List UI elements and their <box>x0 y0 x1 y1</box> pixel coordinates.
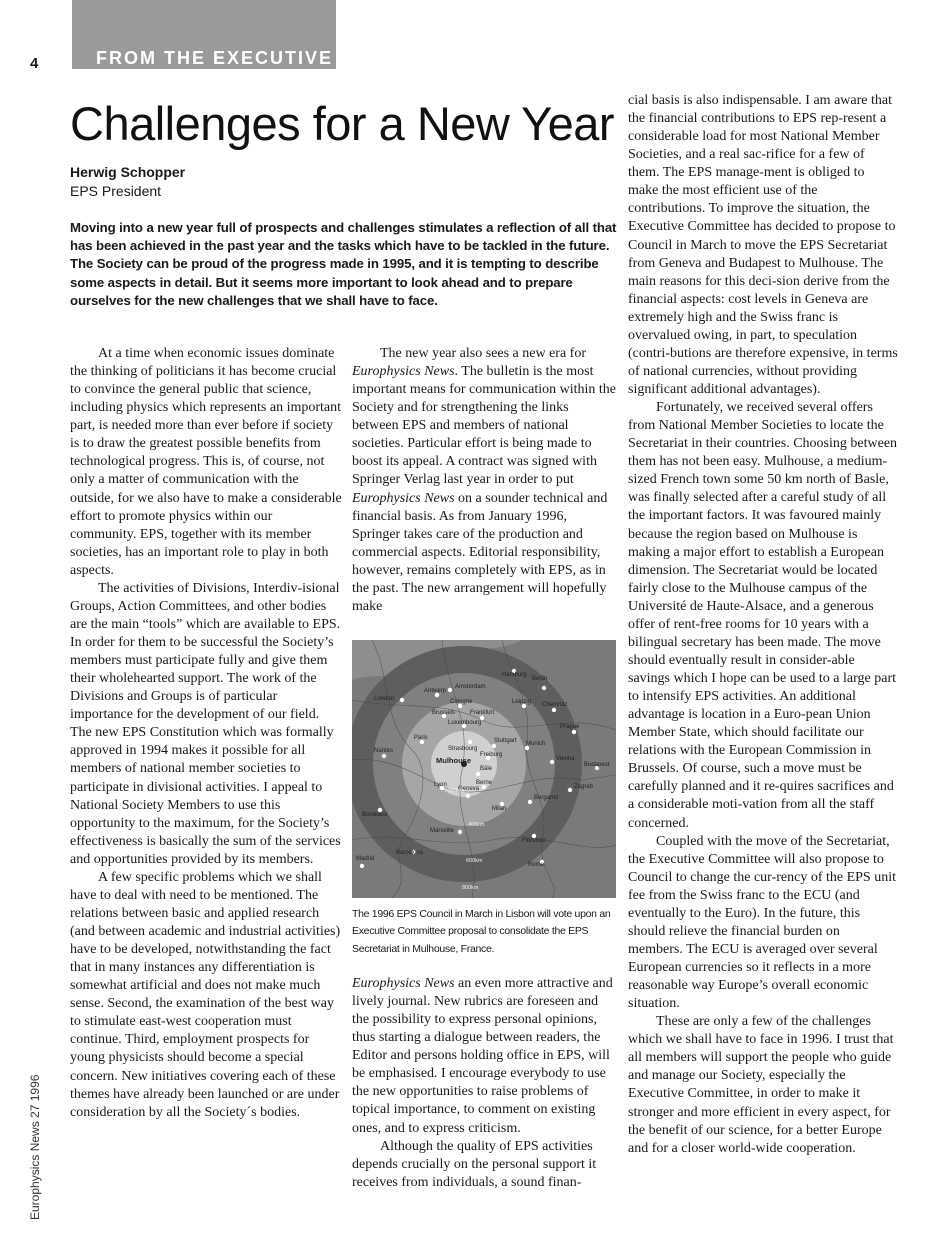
paragraph: Fortunately, we received several offers from National Member Societies to locate the Secretariat in their countries. Choosing between them has not been easy. Mulhouse, a medium-sized French town some 50 km north of Basle, was finally selected after a careful study of all the important factors. It was favoured mainly because the region based on Mulhouse is making a major effort to establish a European dimension. The Secretariat would be located fairly close to the Mulhouse campus of the Université de Haute-Alsace, and a generous offer of rent-free rooms for 10 years with a bilingual secretary has been made. The move should eventually result in consider-able savings which I hope can be used to a large part to intensify EPS activities. An additional advantage is location in a Euro-pean Union Member State, which should facilitate our relations with the European Commission in Brussels. Of course, such a move must be carefully planned and it re-quires sacrifices and a considerable moti-vation from all the staff concerned. <box>628 400 898 831</box>
city-label: Madrid <box>356 856 375 862</box>
paragraph: A few specific problems which we shall have to deal with need to be mentioned. The relations between basic and applied research (and between academic and industrial activities) have to be developed, notwithstanding the fact that in many instances any differentiation is somewhat artificial and does not make much sense. Second, the examination of the best way to stimulate east-west cooperation must continue. Third, employment prospects for young physicists should become a special concern. New initiatives covering each of these themes have already been launched or are under consideration by all the Society´s bodies. <box>70 869 341 1120</box>
distance-ring-label: 400km <box>468 822 485 828</box>
city-label: Leipzig <box>512 699 532 705</box>
city-label: Nantes <box>374 748 394 754</box>
city-label: Bordeaux <box>362 812 388 818</box>
paragraph: These are only a few of the challenges which we shall have to face in 1996. I trust that all members will support the people who guide and manage our Society, especially the Executive Committee, in order to make it stronger and more efficient in every aspect, for the benefit of our science, for a better Europe and for a closer world-wide cooperation. <box>628 1014 894 1156</box>
centre-city-label: Mulhouse <box>436 756 471 765</box>
city-label: Barcelona <box>396 850 424 856</box>
city-label: Zagreb <box>574 784 594 790</box>
column-2 <box>352 345 618 616</box>
city-label: Stuttgart <box>494 738 517 744</box>
city-label: Marseille <box>430 828 455 834</box>
journal-name: Europhysics News <box>352 976 455 991</box>
city-label: Berne <box>476 780 493 786</box>
city-label: Strasbourg <box>448 746 478 752</box>
city-label: Bâle <box>480 766 493 772</box>
city-label: Frankfurt <box>470 710 495 716</box>
europe-map <box>352 640 616 898</box>
page-number: 4 <box>30 55 39 72</box>
column-3 <box>628 92 898 1158</box>
city-label: Budapest <box>584 762 610 768</box>
city-label: Vienna <box>556 756 575 762</box>
city-label: Bergamo <box>534 795 559 801</box>
distance-ring-label: 200km <box>448 788 465 794</box>
journal-name: Europhysics News <box>352 364 455 380</box>
paragraph-text: an even more attractive and lively journal. New rubrics are foreseen and the possibility to express personal opinions, thus starting a dialogue between readers, the Editor and persons holding office in EPS, will be emphasised. I encourage everybody to use the new opportunities to raise problems of topical importance, to comment on existing ones, and to express criticism. <box>352 976 613 1136</box>
city-label: Luxembourg <box>448 720 482 726</box>
column-1 <box>70 345 342 1122</box>
article-title: Challenges for a New Year <box>70 97 615 150</box>
paragraph: The activities of Divisions, Interdiv-isional Groups, Action Committees, and other bodies are the main “tools” which are available to EPS. In order for them to be successful the Society’s members must participate fully and give them their wholehearted support. The work of the Divisions and Groups is of particular importance for the development of our field. The new EPS Constitution which was formally approved in 1994 makes it possible for all members of national member societies to participate in divisional activities. I appeal to National Society Members to use this opportunity to the maximum, for the Society’s effectiveness is basically the sum of the services and opportunities provided by its members. <box>70 580 341 867</box>
section-label: FROM THE EXECUTIVE <box>96 48 334 68</box>
figure-caption: The 1996 EPS Council in March in Lisbon will vote upon an Executive Committee proposal to consolidate the EPS Secretariat in Mulhouse, France. <box>352 908 611 955</box>
column-2-continued <box>352 975 618 1192</box>
city-label: Munich <box>526 741 546 747</box>
city-label: London <box>374 696 395 702</box>
city-label: Cologne <box>450 699 473 705</box>
author-name: Herwig Schopper <box>70 164 186 180</box>
paragraph: cial basis is also indispensable. I am aware that the financial contributions to EPS rep-resent a considerable load for most National Member Societies, and a real sac-rifice for a few of them. The EPS manage-ment is obliged to make the most efficient use of the contributions. To improve the situation, the Executive Committee has decided to propose to Council in March to move the EPS Secretariat from Geneva and Budapest to Mulhouse. The main reasons for this deci-sion derive from the financial aspects: cost levels in Geneva are extremely high and the Swiss franc is overvalued owing, in part, to speculation (contri-butions are therefore expensive, in terms of national currencies, without providing significant additional advantages). <box>628 93 898 397</box>
city-label: Amsterdam <box>455 684 486 690</box>
paragraph: Coupled with the move of the Secretariat, the Executive Committee will also propose to Council to change the cur-rency of the EPS unit fee from the Swiss franc to the ECU (and eventually to the Euro). In the future, this should relieve the financial burden on members. The ECU is averaged over several European currencies so it reflects in a more reasonable way Europe’s overall economic situation. <box>628 833 896 1012</box>
city-label: Freiburg <box>480 752 503 758</box>
city-label: Hamburg <box>502 672 527 678</box>
city-label: Chemnitz <box>542 702 568 708</box>
city-label: Paris <box>414 735 428 741</box>
city-label: Lyon <box>434 782 447 788</box>
journal-side-label: Europhysics News 27 1996 <box>28 1074 42 1220</box>
map-figure <box>352 640 616 898</box>
distance-ring-label: 800km <box>462 885 479 891</box>
author-role: EPS President <box>70 183 162 199</box>
paragraph: Although the quality of EPS activities depends crucially on the personal support it receives from individuals, a sound finan- <box>352 1138 597 1190</box>
journal-name: Europhysics News <box>352 490 455 506</box>
paragraph <box>352 975 618 1138</box>
city-label: Brussels <box>432 710 456 716</box>
section-banner <box>72 0 336 69</box>
city-label: Berlin <box>532 676 548 682</box>
article-intro: Moving into a new year full of prospects and challenges stimulates a reflection of all that has been achieved in the past year and the tasks which have to be tackled in the future. The Society can be proud of the progress made in 1995, and it is tempting to describe some aspects in detail. But it seems more important to look ahead and to prepare ourselves for the new challenges that we shall have to face. <box>70 220 617 308</box>
paragraph: The new year also sees a new era for Europhysics News. The bulletin is the most important means for communication within the Society and for strengthening the links between EPS and members of national societies. Particular effort is being made to boost its appeal. A contract was signed with Springer Verlag last year in order to put Europhysics News on a sounder technical and financial basis. As from January 1996, Springer takes care of the production and commercial aspects. Editorial responsibility, however, remains completely with EPS, as in the past. The new arrangement will hopefully make <box>352 346 616 614</box>
city-label: Milan <box>492 806 507 812</box>
paragraph: At a time when economic issues dominate the thinking of politicians it has become crucial to convince the general public that science, including physics which represents an important part, is needed more than ever before if society is to draw the greatest possible benefits from technological progress. This is, of course, not only a matter of communication with the outside, for we also have to make a considerable effort to promote physics within our community. EPS, together with its member societies, has an important role to play in both aspects. <box>70 346 342 578</box>
city-label: Antwerp <box>424 688 447 694</box>
city-label: Geneva <box>458 786 480 792</box>
city-label: Florence <box>522 838 546 844</box>
distance-ring-label: 600km <box>466 858 483 864</box>
city-label: Prague <box>560 724 580 730</box>
city-label: Rome <box>528 862 545 868</box>
